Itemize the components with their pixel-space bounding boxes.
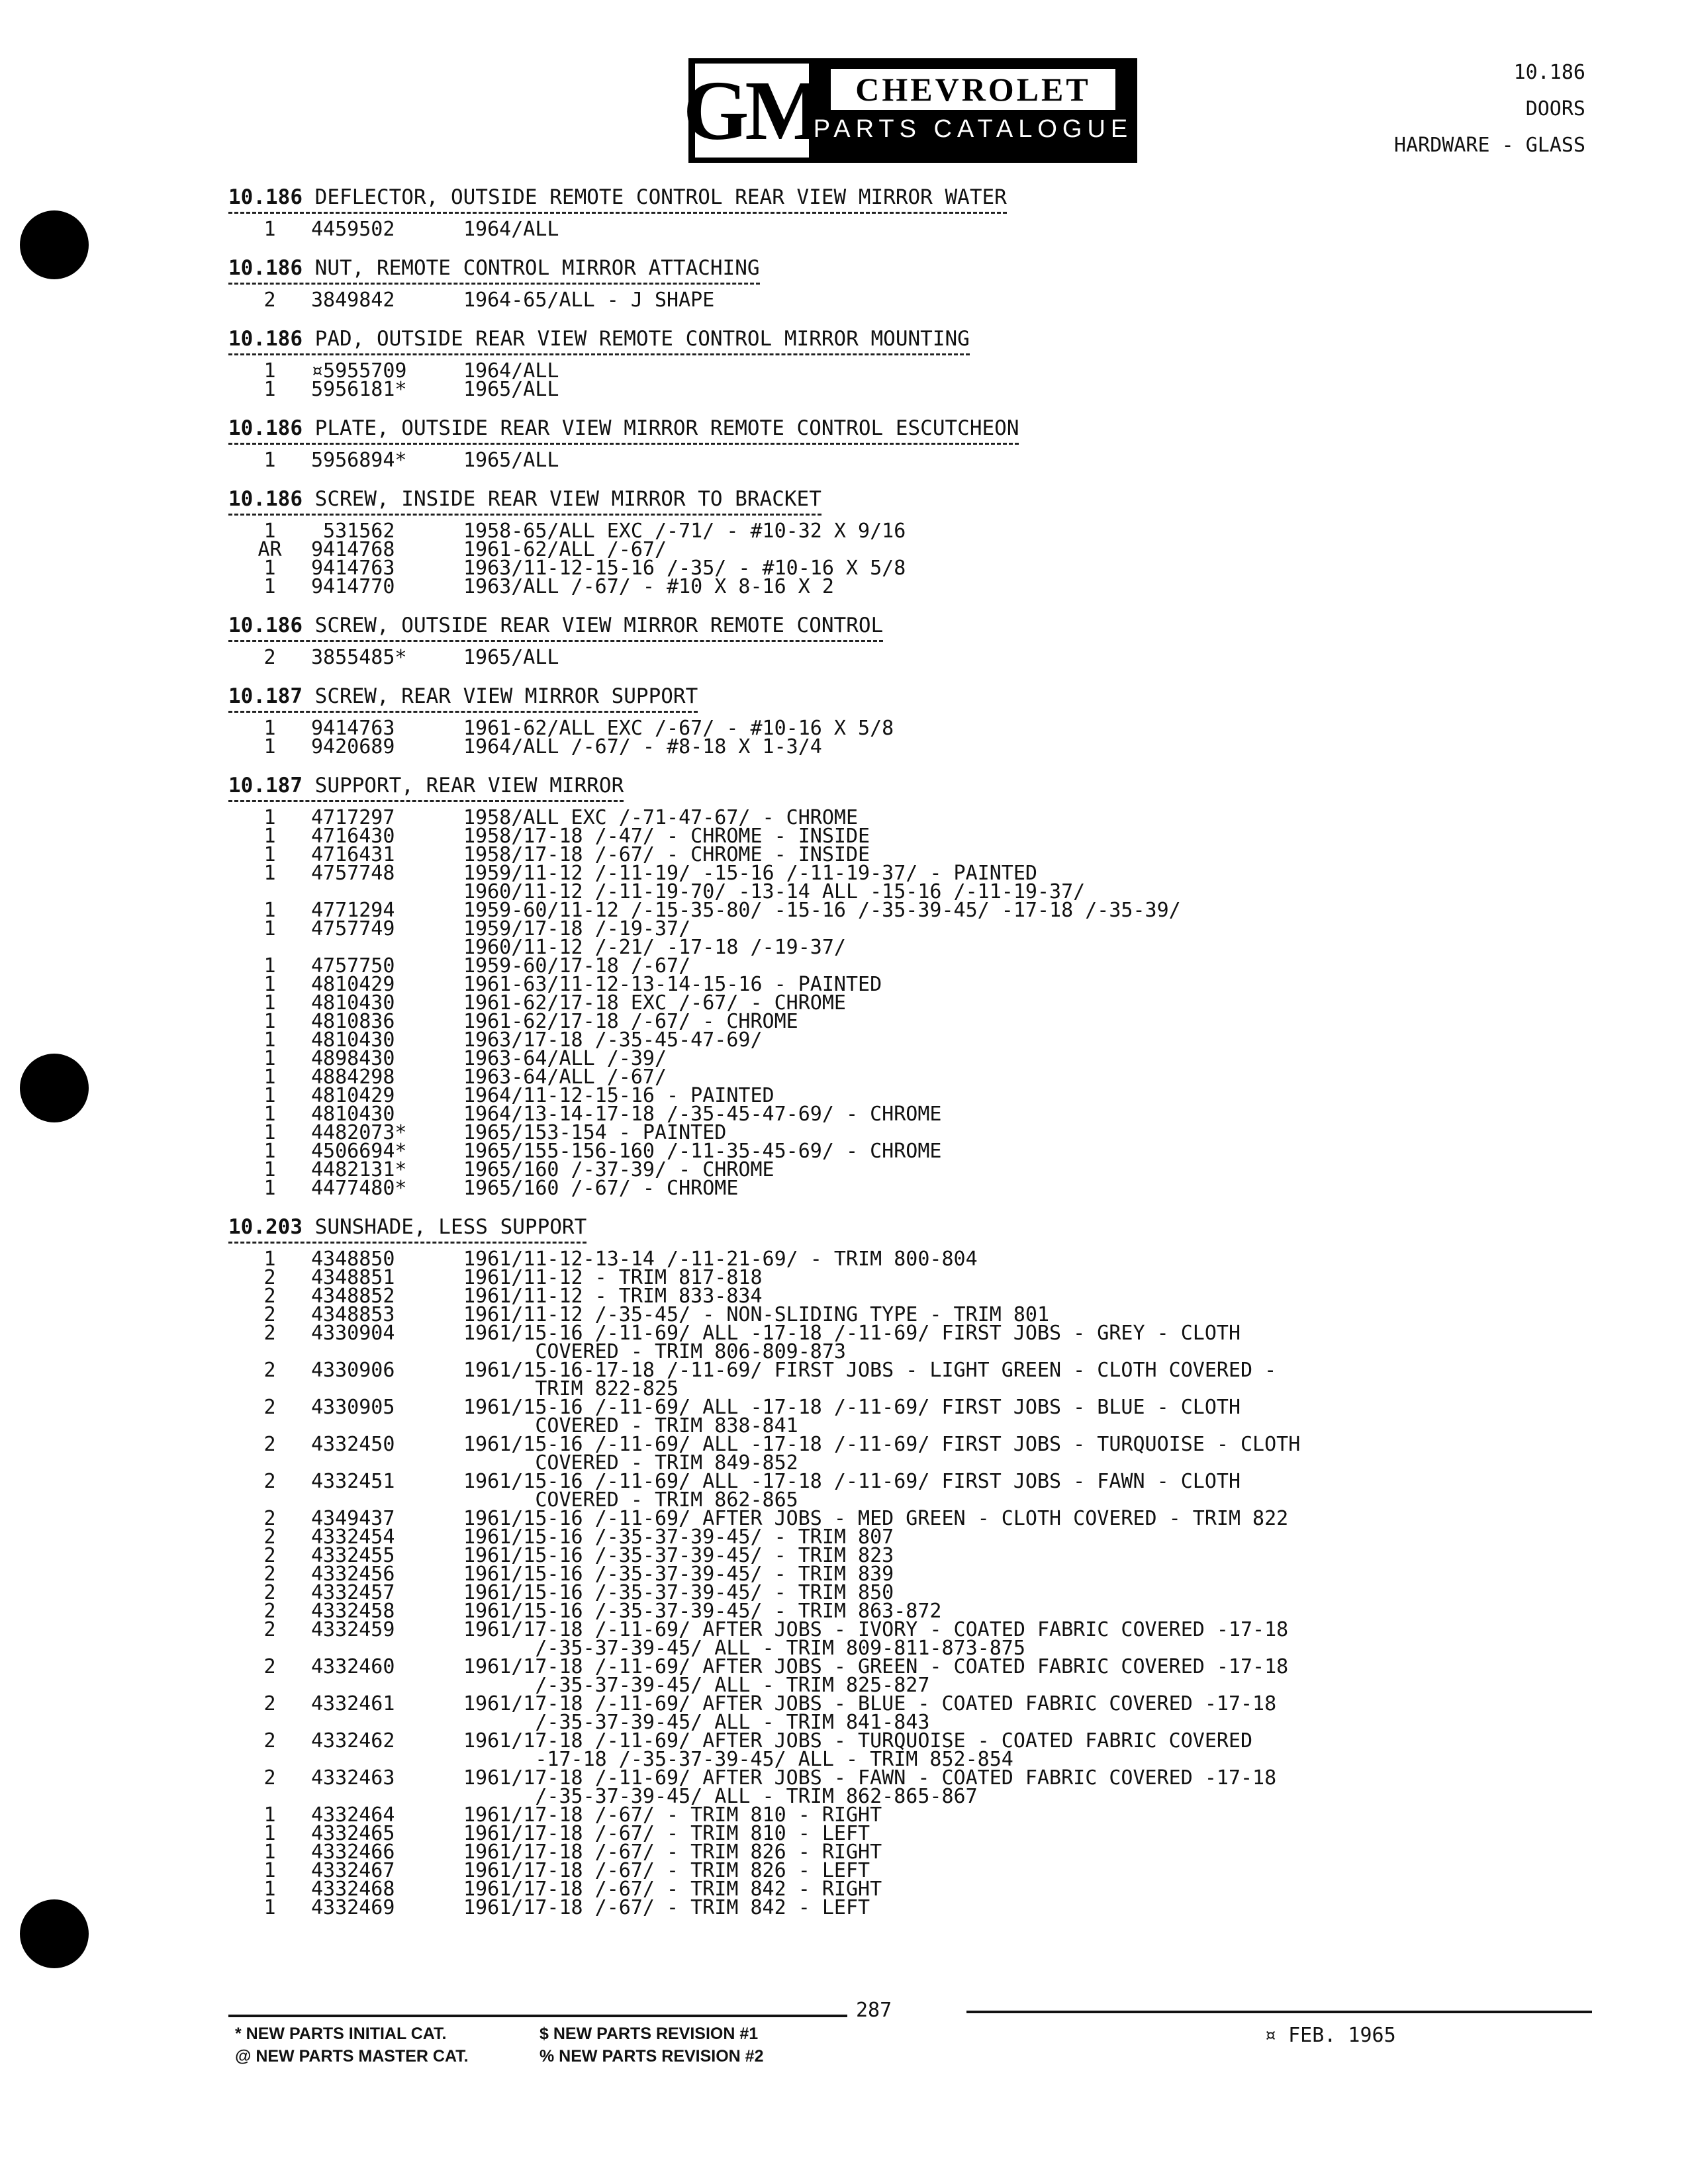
part-quantity: 1 [263,1140,276,1163]
section-number: 10.186 [228,487,303,511]
part-quantity: 2 [263,1655,276,1678]
part-row [228,1250,1618,1269]
part-description: 1958/17-18 /-67/ - CHROME - INSIDE [463,843,870,866]
part-number: ¤5955709 [311,359,407,383]
parts-section [228,1214,1618,1917]
part-number: 5956181* [311,378,407,401]
part-quantity: 1 [263,717,276,740]
part-description: 1959/11-12 /-11-19/ -15-16 /-11-19-37/ - PAINTED [463,862,1037,885]
part-quantity: 2 [263,1563,276,1586]
part-quantity: 1 [263,991,276,1015]
part-description: 1961-62/17-18 /-67/ - CHROME [463,1010,798,1033]
section-title: SCREW, REAR VIEW MIRROR SUPPORT [314,684,698,708]
part-row [228,1179,1618,1198]
part-quantity: 1 [263,359,276,383]
part-number: 4482073* [311,1121,407,1144]
part-row [228,1266,1618,1289]
part-row [228,719,1618,738]
part-description: 1961/17-18 /-67/ - TRIM 826 - LEFT [463,1859,870,1882]
part-description: 1961/17-18 /-67/ - TRIM 810 - LEFT [463,1822,870,1845]
part-quantity: 1 [263,1084,276,1107]
part-description: 1960/11-12 /-21/ -17-18 /-19-37/ [463,936,846,959]
part-quantity: 1 [263,1841,276,1864]
part-quantity: 1 [263,1010,276,1033]
parts-section [228,683,1618,756]
part-description: 1961/17-18 /-11-69/ AFTER JOBS - IVORY - COATED FABRIC COVERED -17-18 [463,1618,1289,1641]
part-row [228,1028,1618,1052]
part-row [228,1896,1618,1919]
footer-rule-left [228,2015,847,2017]
part-row [228,806,1618,829]
part-description: 1965/160 /-37-39/ - CHROME [463,1158,774,1181]
parts-section [228,255,1618,310]
part-quantity: 2 [263,1581,276,1604]
parts-section [228,415,1618,470]
part-number: 4482131* [311,1158,407,1181]
part-quantity: 2 [263,1600,276,1623]
part-description: 1961/15-16 /-11-69/ AFTER JOBS - MED GREEN - CLOTH COVERED - TRIM 822 [463,1507,1289,1530]
section-title: SCREW, OUTSIDE REAR VIEW MIRROR REMOTE CONTROL [314,614,884,637]
part-number: 4884298 [311,1066,395,1089]
part-description: 1961/15-16 /-35-37-39-45/ - TRIM 807 [463,1525,894,1549]
binder-hole-bottom [20,1899,89,1968]
part-quantity: 1 [263,1803,276,1827]
part-number: 4332457 [311,1581,395,1604]
part-description: 1965/160 /-67/ - CHROME [463,1177,739,1200]
header-number: 10.186 [1513,61,1585,84]
part-row [228,1565,1618,1584]
logo-subtitle: PARTS CATALOGUE [813,115,1133,143]
parts-section [228,184,1618,239]
part-quantity: 1 [263,1158,276,1181]
part-number: 4330904 [311,1322,395,1345]
part-quantity: 1 [263,862,276,885]
part-description: 1961/11-12 - TRIM 817-818 [463,1266,763,1289]
part-quantity: 2 [263,1303,276,1326]
part-number: 4332465 [311,1822,395,1845]
part-description: 1963-64/ALL /-67/ [463,1066,667,1089]
section-heading [228,184,1007,214]
part-description: 1961-62/17-18 EXC /-67/ - CHROME [463,991,846,1015]
part-row [228,1507,1618,1530]
part-number: 9414763 [311,717,395,740]
part-quantity: 2 [263,1766,276,1790]
part-number: 4332458 [311,1600,395,1623]
header-group: DOORS [1525,97,1585,120]
section-number: 10.186 [228,327,303,351]
part-quantity: 1 [263,378,276,401]
part-row [228,1398,1618,1417]
part-number: 9414770 [311,575,395,598]
part-description: 1961/15-16 /-35-37-39-45/ - TRIM 823 [463,1544,894,1567]
part-description: 1961-62/ALL EXC /-67/ - #10-16 X 5/8 [463,717,894,740]
part-description: 1960/11-12 /-11-19-70/ -13-14 ALL -15-16 /-11-19-37/ [463,880,1086,903]
part-description: 1961/15-16 /-35-37-39-45/ - TRIM 863-872 [463,1600,942,1623]
part-row [228,378,1618,401]
part-number: 4332454 [311,1525,395,1549]
part-row [228,1047,1618,1070]
part-description: 1963/17-18 /-35-45-47-69/ [463,1028,763,1052]
part-quantity: 1 [263,1859,276,1882]
part-number: 4330906 [311,1359,395,1382]
part-number: 3849842 [311,289,395,312]
part-row [228,954,1618,978]
part-quantity: 1 [263,520,276,543]
part-quantity: 1 [263,1878,276,1901]
catalogue-date: ¤ FEB. 1965 [1264,2024,1396,2047]
part-number: 4332467 [311,1859,395,1882]
part-row [228,901,1618,920]
part-quantity: 1 [263,806,276,829]
part-row [228,559,1618,578]
part-number: 9414763 [311,557,395,580]
part-quantity: 1 [263,899,276,922]
part-description: 1961/17-18 /-11-69/ AFTER JOBS - FAWN - COATED FABRIC COVERED -17-18 [463,1766,1277,1790]
page-footer [228,1999,1592,2098]
part-row [228,1068,1618,1087]
part-number: 4330905 [311,1396,395,1419]
part-description: TRIM 822-825 [463,1377,679,1400]
part-quantity: 1 [263,575,276,598]
part-number: 531562 [311,520,395,543]
part-description: -17-18 /-35-37-39-45/ ALL - TRIM 852-854 [463,1748,1013,1771]
part-number: 4757749 [311,917,395,940]
parts-section [228,612,1618,667]
part-description: 1959-60/11-12 /-15-35-80/ -15-16 /-35-39-45/ -17-18 /-35-39/ [463,899,1181,922]
part-description: 1961/15-16 /-11-69/ ALL -17-18 /-11-69/ FIRST JOBS - BLUE - CLOTH [463,1396,1241,1419]
part-number: 9414768 [311,538,395,561]
part-number: 4810429 [311,973,395,996]
part-quantity: 2 [263,1470,276,1493]
part-row [228,1324,1618,1343]
part-description: 1961/11-12 /-35-45/ - NON-SLIDING TYPE - TRIM 801 [463,1303,1050,1326]
part-number: 4348853 [311,1303,395,1326]
part-row [228,1544,1618,1567]
part-number: 4332469 [311,1896,395,1919]
part-number: 4349437 [311,1507,395,1530]
parts-section [228,326,1618,399]
part-quantity: 1 [263,735,276,758]
part-description: 1964/11-12-15-16 - PAINTED [463,1084,774,1107]
part-number: 4332460 [311,1655,395,1678]
part-row [228,1142,1618,1161]
part-number: 4332459 [311,1618,395,1641]
part-row [228,1843,1618,1862]
part-number: 5956894* [311,449,407,472]
parts-listing [228,184,1618,1933]
part-row [228,1361,1618,1380]
part-quantity: 1 [263,1822,276,1845]
part-quantity: 1 [263,843,276,866]
part-description: 1964/13-14-17-18 /-35-45-47-69/ - CHROME [463,1103,942,1126]
section-heading [228,1214,586,1244]
part-quantity: 2 [263,646,276,669]
gm-logo-mark: GM [682,64,821,158]
part-number: 4717297 [311,806,395,829]
part-number: 4757748 [311,862,395,885]
part-number: 4810430 [311,1103,395,1126]
part-number: 4459502 [311,218,395,241]
part-number: 4332455 [311,1544,395,1567]
part-description: 1965/153-154 - PAINTED [463,1121,727,1144]
part-number: 4810430 [311,1028,395,1052]
part-description: 1961/15-16 /-11-69/ ALL -17-18 /-11-69/ FIRST JOBS - TURQUOISE - CLOTH [463,1433,1301,1456]
part-description: /-35-37-39-45/ ALL - TRIM 841-843 [463,1711,930,1734]
part-description: COVERED - TRIM 838-841 [463,1414,798,1437]
logo-title: CHEVROLET [831,69,1115,110]
part-quantity: 2 [263,1729,276,1752]
part-row [228,938,1618,957]
part-quantity: 1 [263,1066,276,1089]
part-description: 1961/11-12-13-14 /-11-21-69/ - TRIM 800-804 [463,1248,978,1271]
part-number: 4477480* [311,1177,407,1200]
part-row [228,1859,1618,1882]
header-subgroup: HARDWARE - GLASS [1394,134,1585,157]
part-number: 4898430 [311,1047,395,1070]
part-quantity: 2 [263,1692,276,1715]
part-description: 1958/ALL EXC /-71-47-67/ - CHROME [463,806,859,829]
part-number: 4716431 [311,843,395,866]
section-number: 10.186 [228,416,303,440]
part-row [228,646,1618,669]
part-number: 4348852 [311,1285,395,1308]
section-title: SCREW, INSIDE REAR VIEW MIRROR TO BRACKET [314,487,821,511]
part-row [228,1803,1618,1827]
part-description: 1964/ALL [463,359,559,383]
part-row [228,1880,1618,1899]
legend-master-cat: @ NEW PARTS MASTER CAT. [235,2047,469,2066]
part-number: 4332461 [311,1692,395,1715]
part-number: 4348851 [311,1266,395,1289]
part-quantity: 1 [263,954,276,978]
part-number: 4332456 [311,1563,395,1586]
part-number: 9420689 [311,735,395,758]
binder-hole-top [20,210,89,279]
part-row [228,291,1618,310]
section-number: 10.187 [228,684,303,708]
part-number: 4716430 [311,825,395,848]
part-number: 4332464 [311,1803,395,1827]
gm-chevrolet-logo [682,58,1137,163]
legend-revision-2: % NEW PARTS REVISION #2 [539,2047,764,2066]
part-quantity: 1 [263,1028,276,1052]
part-row [228,451,1618,470]
part-number: 4332468 [311,1878,395,1901]
part-quantity: 2 [263,289,276,312]
part-row [228,1435,1618,1454]
part-row [228,1470,1618,1493]
part-description: 1964/ALL /-67/ - #8-18 X 1-3/4 [463,735,822,758]
section-heading [228,772,624,802]
part-row [228,991,1618,1015]
legend-revision-1: $ NEW PARTS REVISION #1 [539,2025,759,2043]
part-description: 1961/17-18 /-11-69/ AFTER JOBS - TURQUOISE - COATED FABRIC COVERED [463,1729,1253,1752]
section-heading [228,486,821,516]
section-heading [228,255,760,285]
part-quantity: AR [258,538,282,561]
part-number: 4348850 [311,1248,395,1271]
part-number: 4506694* [311,1140,407,1163]
part-number: 4810430 [311,991,395,1015]
part-number: 3855485* [311,646,407,669]
part-quantity: 2 [263,1507,276,1530]
part-quantity: 1 [263,449,276,472]
part-row [228,827,1618,846]
part-description: 1965/ALL [463,378,559,401]
part-description: 1958-65/ALL EXC /-71/ - #10-32 X 9/16 [463,520,906,543]
part-quantity: 1 [263,1103,276,1126]
part-description: 1961/17-18 /-67/ - TRIM 842 - LEFT [463,1896,870,1919]
part-quantity: 2 [263,1266,276,1289]
part-quantity: 1 [263,1248,276,1271]
page-number: 287 [856,1999,892,2022]
part-quantity: 2 [263,1285,276,1308]
section-title: SUPPORT, REAR VIEW MIRROR [314,774,624,797]
part-description: COVERED - TRIM 862-865 [463,1488,798,1512]
part-description: 1961/15-16 /-35-37-39-45/ - TRIM 839 [463,1563,894,1586]
part-description: 1961/17-18 /-11-69/ AFTER JOBS - BLUE - COATED FABRIC COVERED -17-18 [463,1692,1277,1715]
part-description: 1963-64/ALL /-39/ [463,1047,667,1070]
section-title: NUT, REMOTE CONTROL MIRROR ATTACHING [314,256,760,280]
footer-rule-right [966,2011,1592,2013]
part-description: 1961/11-12 - TRIM 833-834 [463,1285,763,1308]
part-quantity: 1 [263,1121,276,1144]
part-description: 1961/15-16 /-35-37-39-45/ - TRIM 850 [463,1581,894,1604]
part-number: 4810836 [311,1010,395,1033]
part-quantity: 2 [263,1396,276,1419]
parts-section [228,486,1618,596]
section-number: 10.186 [228,185,303,209]
part-description: 1963/ALL /-67/ - #10 X 8-16 X 2 [463,575,834,598]
part-row [228,1010,1618,1033]
part-number: 4332466 [311,1841,395,1864]
part-row [228,575,1618,598]
section-number: 10.186 [228,614,303,637]
part-quantity: 2 [263,1618,276,1641]
legend-initial-cat: * NEW PARTS INITIAL CAT. [235,2025,447,2043]
section-heading [228,415,1019,445]
part-quantity: 2 [263,1359,276,1382]
part-quantity: 1 [263,825,276,848]
section-heading [228,683,698,713]
part-quantity: 1 [263,218,276,241]
part-row [228,735,1618,758]
part-description: 1961-62/ALL /-67/ [463,538,667,561]
part-row [228,1158,1618,1181]
section-number: 10.187 [228,774,303,797]
part-description: /-35-37-39-45/ ALL - TRIM 809-811-873-875 [463,1637,1025,1660]
part-description: 1961/17-18 /-67/ - TRIM 842 - RIGHT [463,1878,882,1901]
part-description: 1961/17-18 /-67/ - TRIM 810 - RIGHT [463,1803,882,1827]
part-description: 1965/ALL [463,646,559,669]
part-quantity: 2 [263,1322,276,1345]
part-number: 4810429 [311,1084,395,1107]
section-number: 10.203 [228,1215,303,1239]
part-description: 1959/17-18 /-19-37/ [463,917,691,940]
part-row [228,220,1618,239]
section-heading [228,326,970,355]
part-row [228,917,1618,940]
part-description: 1961/15-16 /-11-69/ ALL -17-18 /-11-69/ FIRST JOBS - FAWN - CLOTH [463,1470,1241,1493]
parts-section [228,772,1618,1198]
section-number: 10.186 [228,256,303,280]
part-description: /-35-37-39-45/ ALL - TRIM 825-827 [463,1674,930,1697]
part-row [228,1785,1618,1808]
part-number: 4332462 [311,1729,395,1752]
part-description: 1961/15-16 /-11-69/ ALL -17-18 /-11-69/ FIRST JOBS - GREY - CLOTH [463,1322,1241,1345]
part-quantity: 1 [263,973,276,996]
part-description: COVERED - TRIM 849-852 [463,1451,798,1475]
section-title: PAD, OUTSIDE REAR VIEW REMOTE CONTROL MIRROR MOUNTING [314,327,970,351]
part-description: 1961/17-18 /-11-69/ AFTER JOBS - GREEN - COATED FABRIC COVERED -17-18 [463,1655,1289,1678]
part-description: 1963/11-12-15-16 /-35/ - #10-16 X 5/8 [463,557,906,580]
part-row [228,1105,1618,1124]
part-row [228,522,1618,541]
part-description: /-35-37-39-45/ ALL - TRIM 862-865-867 [463,1785,978,1808]
part-description: 1958/17-18 /-47/ - CHROME - INSIDE [463,825,870,848]
section-heading [228,612,883,642]
part-row [228,359,1618,383]
part-quantity: 2 [263,1433,276,1456]
part-description: 1961-63/11-12-13-14-15-16 - PAINTED [463,973,882,996]
part-description: 1961/15-16-17-18 /-11-69/ FIRST JOBS - LIGHT GREEN - CLOTH COVERED - [463,1359,1277,1382]
part-description: 1959-60/17-18 /-67/ [463,954,691,978]
part-quantity: 1 [263,917,276,940]
section-title: DEFLECTOR, OUTSIDE REMOTE CONTROL REAR VIEW MIRROR WATER [314,185,1007,209]
part-quantity: 1 [263,557,276,580]
part-row [228,1822,1618,1845]
part-description: 1965/ALL [463,449,559,472]
part-number: 4332463 [311,1766,395,1790]
part-description: COVERED - TRIM 806-809-873 [463,1340,846,1363]
part-description: 1961/17-18 /-67/ - TRIM 826 - RIGHT [463,1841,882,1864]
part-row [228,973,1618,996]
part-description: 1965/155-156-160 /-11-35-45-69/ - CHROME [463,1140,942,1163]
part-number: 4332451 [311,1470,395,1493]
section-title: SUNSHADE, LESS SUPPORT [314,1215,587,1239]
part-description: 1964/ALL [463,218,559,241]
part-row [228,1525,1618,1549]
section-title: PLATE, OUTSIDE REAR VIEW MIRROR REMOTE CONTROL ESCUTCHEON [314,416,1019,440]
part-description: 1964-65/ALL - J SHAPE [463,289,715,312]
part-quantity: 1 [263,1047,276,1070]
part-quantity: 1 [263,1896,276,1919]
page-header-info [1394,54,1585,163]
part-quantity: 2 [263,1544,276,1567]
binder-hole-middle [20,1054,89,1122]
part-quantity: 2 [263,1525,276,1549]
part-number: 4757750 [311,954,395,978]
part-row [228,538,1618,561]
part-number: 4332450 [311,1433,395,1456]
part-number: 4771294 [311,899,395,922]
part-quantity: 1 [263,1177,276,1200]
